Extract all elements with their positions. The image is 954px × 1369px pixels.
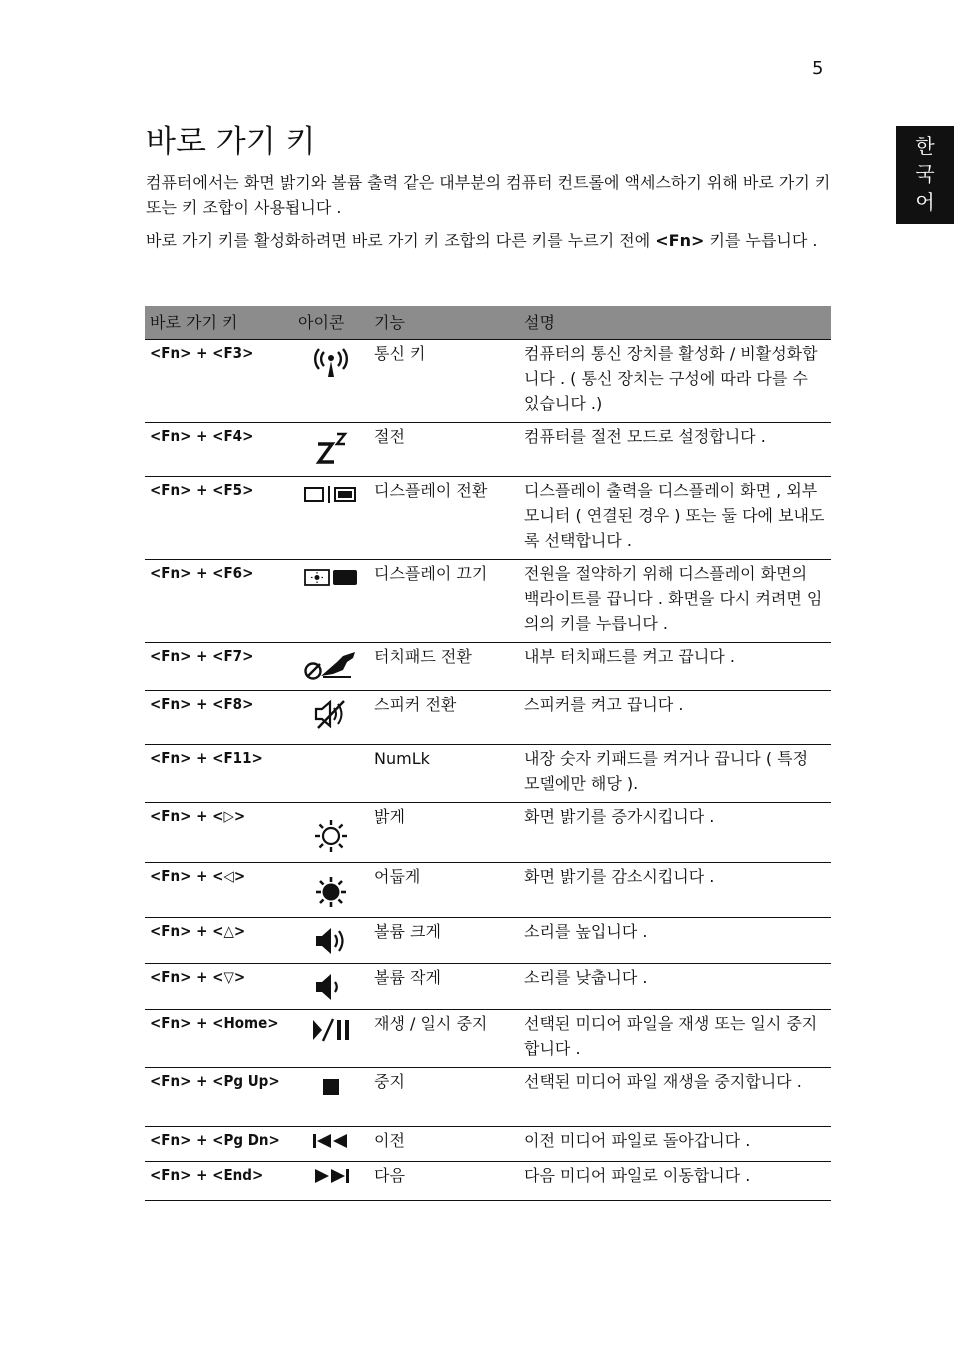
function-label: 터치패드 전환 (369, 643, 519, 691)
function-label: 디스플레이 끄기 (369, 560, 519, 643)
table-row (145, 1127, 831, 1162)
page-title: 바로 가기 키 (146, 124, 316, 160)
fn-key-label: <Fn> (655, 231, 705, 250)
table-row (145, 803, 831, 863)
description: 스피커를 켜고 끕니다 . (519, 691, 831, 745)
speaker-toggle-icon (293, 691, 369, 745)
intro-text: 키를 누릅니다 . (704, 231, 818, 250)
display-off-icon (293, 560, 369, 643)
hotkey: <Fn> + <△> (145, 918, 293, 964)
table-row (145, 918, 831, 964)
hotkey: <Fn> + <Pg Up> (145, 1068, 293, 1127)
table-header-row (145, 306, 831, 340)
hotkey: <Fn> + <F6> (145, 560, 293, 643)
description: 화면 밝기를 감소시킵니다 . (519, 863, 831, 918)
hotkey-table (145, 306, 831, 1201)
brightness-up-icon (293, 803, 369, 863)
description: 이전 미디어 파일로 돌아갑니다 . (519, 1127, 831, 1162)
table-row (145, 1010, 831, 1068)
table-row (145, 1162, 831, 1201)
function-label: 이전 (369, 1127, 519, 1162)
description: 선택된 미디어 파일 재생을 중지합니다 . (519, 1068, 831, 1127)
description: 화면 밝기를 증가시킵니다 . (519, 803, 831, 863)
hotkey: <Fn> + <End> (145, 1162, 293, 1201)
hotkey: <Fn> + <F3> (145, 340, 293, 423)
table-row (145, 863, 831, 918)
hotkey: <Fn> + <F4> (145, 423, 293, 477)
function-label: 다음 (369, 1162, 519, 1201)
function-label: 스피커 전환 (369, 691, 519, 745)
table-row (145, 1068, 831, 1127)
language-tab-char: 국 (915, 162, 935, 186)
intro-paragraph-2 (146, 228, 836, 253)
description: 내장 숫자 키패드를 켜거나 끕니다 ( 특정 모델에만 해당 ). (519, 745, 831, 803)
function-label: 볼륨 크게 (369, 918, 519, 964)
description: 컴퓨터를 절전 모드로 설정합니다 . (519, 423, 831, 477)
function-label: 어둡게 (369, 863, 519, 918)
function-label: 밝게 (369, 803, 519, 863)
table-row (145, 340, 831, 423)
function-label: 볼륨 작게 (369, 964, 519, 1010)
no-icon (293, 745, 369, 803)
hotkey: <Fn> + <F11> (145, 745, 293, 803)
wireless-icon (293, 340, 369, 423)
volume-down-icon (293, 964, 369, 1010)
language-tab-char: 어 (915, 190, 935, 214)
description: 선택된 미디어 파일을 재생 또는 일시 중지합니다 . (519, 1010, 831, 1068)
intro-text: 바로 가기 키를 활성화하려면 바로 가기 키 조합의 다른 키를 누르기 전에 (146, 231, 656, 250)
function-label: NumLk (369, 745, 519, 803)
hotkey: <Fn> + <Home> (145, 1010, 293, 1068)
language-tab (896, 126, 954, 224)
function-label: 통신 키 (369, 340, 519, 423)
page-number: 5 (812, 58, 824, 79)
table-row (145, 964, 831, 1010)
table-row (145, 691, 831, 745)
function-label: 재생 / 일시 중지 (369, 1010, 519, 1068)
language-tab-char: 한 (915, 134, 935, 158)
touchpad-toggle-icon (293, 643, 369, 691)
column-header-description: 설명 (519, 306, 831, 340)
column-header-key: 바로 가기 키 (145, 306, 293, 340)
hotkey: <Fn> + <▷> (145, 803, 293, 863)
description: 소리를 낮춥니다 . (519, 964, 831, 1010)
table-row (145, 560, 831, 643)
previous-icon (293, 1127, 369, 1162)
function-label: 절전 (369, 423, 519, 477)
function-label: 중지 (369, 1068, 519, 1127)
hotkey: <Fn> + <F5> (145, 477, 293, 560)
description: 전원을 절약하기 위해 디스플레이 화면의 백라이트를 끕니다 . 화면을 다시 켜려면 임의의 키를 누릅니다 . (519, 560, 831, 643)
description: 소리를 높입니다 . (519, 918, 831, 964)
next-icon (293, 1162, 369, 1201)
table-row (145, 745, 831, 803)
play-pause-icon (293, 1010, 369, 1068)
description: 내부 터치패드를 켜고 끕니다 . (519, 643, 831, 691)
table-row (145, 423, 831, 477)
hotkey: <Fn> + <F8> (145, 691, 293, 745)
sleep-icon (293, 423, 369, 477)
hotkey: <Fn> + <◁> (145, 863, 293, 918)
description: 컴퓨터의 통신 장치를 활성화 / 비활성화합니다 . ( 통신 장치는 구성에 따라 다를 수 있습니다 .) (519, 340, 831, 423)
column-header-icon: 아이콘 (293, 306, 369, 340)
column-header-function: 기능 (369, 306, 519, 340)
brightness-down-icon (293, 863, 369, 918)
volume-up-icon (293, 918, 369, 964)
description: 디스플레이 출력을 디스플레이 화면 , 외부 모니터 ( 연결된 경우 ) 또는 둘 다에 보내도록 선택합니다 . (519, 477, 831, 560)
hotkey: <Fn> + <Pg Dn> (145, 1127, 293, 1162)
stop-icon (293, 1068, 369, 1127)
intro-paragraph-1: 컴퓨터에서는 화면 밝기와 볼륨 출력 같은 대부분의 컴퓨터 컨트롤에 액세스하기 위해 바로 가기 키 또는 키 조합이 사용됩니다 . (146, 173, 831, 217)
hotkey: <Fn> + <F7> (145, 643, 293, 691)
description: 다음 미디어 파일로 이동합니다 . (519, 1162, 831, 1201)
table-row (145, 643, 831, 691)
hotkey: <Fn> + <▽> (145, 964, 293, 1010)
table-row (145, 477, 831, 560)
function-label: 디스플레이 전환 (369, 477, 519, 560)
display-toggle-icon (293, 477, 369, 560)
